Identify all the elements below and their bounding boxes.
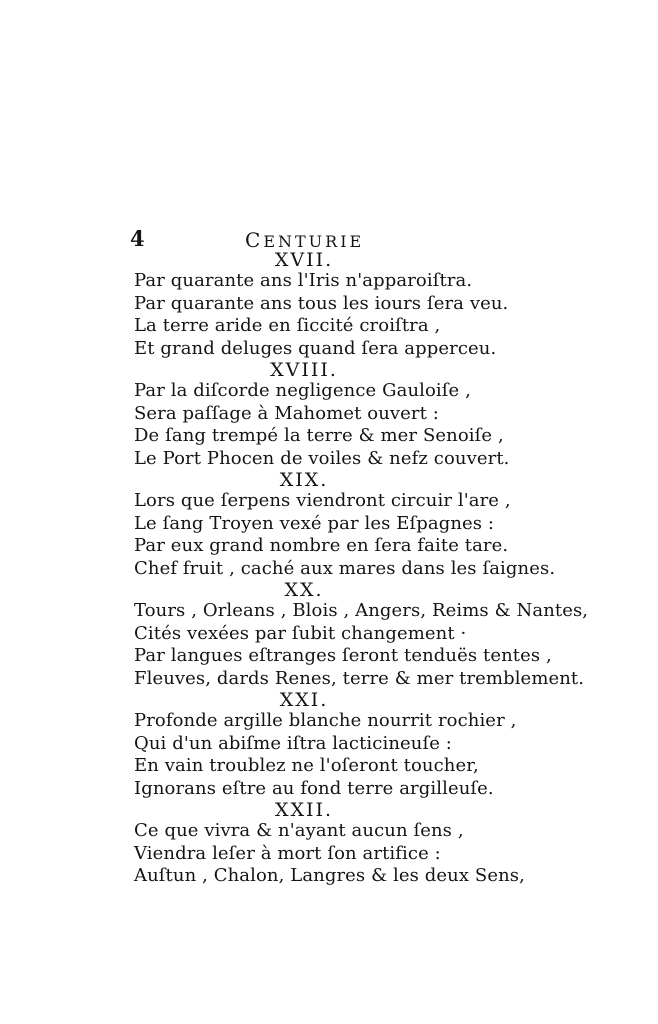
verse-line: Sera paſſage à Mahomet ouvert : (134, 402, 439, 424)
verse-body (134, 249, 589, 888)
quatrain-numeral: XVII. (274, 249, 334, 271)
quatrain-xxii (134, 800, 534, 888)
verse-line: Profonde argille blanche nourrit rochier , (134, 710, 517, 731)
verse-line: Et grand deluges quand ſera apperceu. (134, 337, 497, 359)
verse-line: Le ſang Troyen vexé par les Eſpagnes : (134, 512, 495, 534)
verse-line: En vain troublez ne l'oſeront toucher, (134, 755, 479, 776)
verse-line: Viendra leſer à mort ſon artifice : (134, 842, 441, 864)
quatrain-xix (134, 469, 556, 580)
verse-line: Ignorans eſtre au fond terre argilleuſe. (134, 777, 494, 799)
quatrain-numeral: XIX. (279, 469, 329, 491)
verse-line: Par langues eſtranges ſeront tenduës tentes , (134, 645, 552, 666)
verse-line: Le Port Phocen de voiles & nefz couvert. (134, 447, 510, 469)
quatrain-xvii (134, 250, 534, 360)
verse-line: Ce que vivra & n'ayant aucun ſens , (134, 820, 464, 841)
verse-line: Cités vexées par ſubit changement · (134, 622, 467, 644)
running-title: CENTURIE (245, 228, 365, 252)
quatrain-numeral: XXII. (274, 799, 334, 821)
verse-line: Lors que ſerpens viendront circuir l'are , (134, 490, 511, 511)
page-number: 4 (130, 226, 145, 251)
verse-line: Auſtun , Chalon, Langres & les deux Sens, (134, 865, 525, 886)
verse-line: Qui d'un abiſme iſtra lacticineuſe : (134, 732, 452, 754)
verse-line: Par la diſcorde negligence Gauloiſe , (134, 380, 471, 401)
verse-line: Par quarante ans l'Iris n'apparoiſtra. (134, 270, 473, 291)
quatrain-xxi (134, 690, 534, 800)
quatrain-numeral: XVIII. (270, 359, 338, 381)
verse-line: Par quarante ans tous les iours ſera veu. (134, 292, 509, 314)
verse-line: Chef fruit , caché aux mares dans les ſaignes. (134, 557, 556, 579)
quatrain-numeral: XX. (284, 579, 324, 601)
verse-line: De ſang trempé la terre & mer Senoiſe , (134, 425, 504, 446)
verse-line: La terre aride en ſiccité croiſtra , (134, 315, 441, 336)
quatrain-xx (134, 579, 589, 690)
verse-line: Fleuves, dards Renes, terre & mer tremblement. (134, 667, 585, 689)
page-header (130, 226, 390, 250)
verse-line: Tours , Orleans , Blois , Angers, Reims & Nantes, (134, 600, 589, 621)
verse-line: Par eux grand nombre en ſera faite tare. (134, 535, 509, 556)
quatrain-numeral: XXI. (279, 689, 329, 711)
quatrain-xviii (134, 360, 534, 470)
